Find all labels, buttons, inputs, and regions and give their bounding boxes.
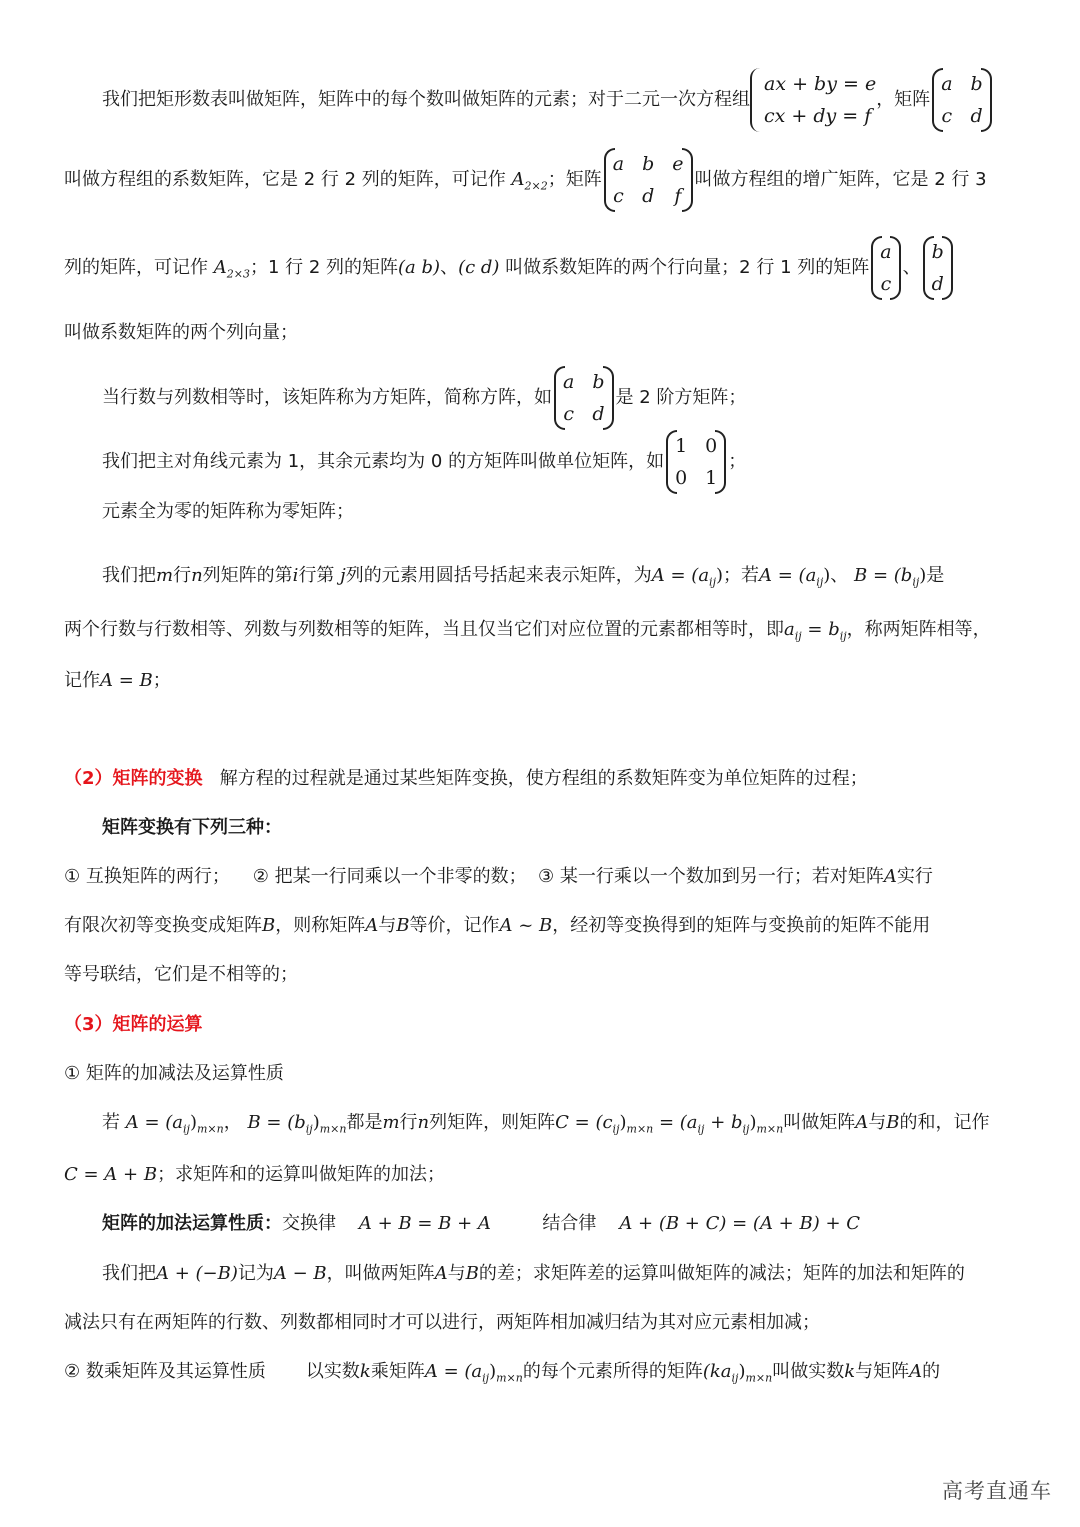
para-equal-line1: 我们把m行n列矩阵的第i行第 j列的元素用圆括号括起来表示矩阵，为$A = (a_{ij})$；若$A = (a_{ij})$、 $B = (b_{ij})$是	[102, 565, 945, 589]
matrix-col-vector-2: b d	[923, 236, 953, 300]
section-3-title: （3）矩阵的运算	[64, 1014, 203, 1035]
para-matrix-def-line3: 列的矩阵，可记作 $A_{2\times 3}$；1 行 2 列的矩阵(a b)、(c d) 叫做系数矩阵的两个行向量；2 行 1 列的矩阵 a c 、 b d	[0, 236, 1080, 300]
section-2-line3: 等号联结，它们是不相等的；	[64, 964, 298, 985]
para-zero-matrix: 元素全为零的矩阵称为零矩阵；	[102, 501, 354, 522]
section-2-heading: （2）矩阵的变换 解方程的过程就是通过某些矩阵变换，使方程组的系数矩阵变为单位矩阵的过程；	[64, 768, 868, 789]
watermark: 高考直通车	[942, 1479, 1052, 1503]
section-3-add-line1: 若 $A = (a_{ij})_{m\times n}$， $B = (b_{ij})_{m\times n}$都是m行n列矩阵，则矩阵$C = (c_{ij})_{m\times n} = (a_{ij} + b_{ij})_{m\times n}$叫做矩阵A与B的和，记作	[102, 1112, 990, 1136]
section-3-sub-line1: 我们把A + (−B)记为A − B，叫做两矩阵A与B的差；求矩阵差的运算叫做矩阵的减法；矩阵的加法和矩阵的	[102, 1263, 965, 1284]
para-square-matrix: 当行数与列数相等时，该矩阵称为方矩阵，简称方阵，如 a b c d 是 2 阶方矩阵；	[0, 366, 1080, 430]
para-matrix-def-line2: 叫做方程组的系数矩阵，它是 2 行 2 列的矩阵，可记作 $A_{2\times 2}$；矩阵 a b e c d f 叫做方程组的增广矩阵，它是 2 行 3	[0, 148, 1080, 212]
matrix-col-vector-1: a c	[871, 236, 900, 300]
section-3-sub1: ① 矩阵的加减法及运算性质	[64, 1063, 284, 1084]
para-matrix-def-line4: 叫做系数矩阵的两个列向量；	[64, 322, 298, 343]
section-3-scalar-line: ② 数乘矩阵及其运算性质 以实数k乘矩阵$A = (a_{ij})_{m\times n}$的每个元素所得的矩阵$(ka_{ij})_{m\times n}$叫做实数k与矩阵A的	[64, 1361, 941, 1385]
section-3-add-line2: C = A + B；求矩阵和的运算叫做矩阵的加法；	[64, 1164, 446, 1185]
para-identity-matrix: 我们把主对角线元素为 1，其余元素均为 0 的方矩阵叫做单位矩阵，如 1 0 0 1 ；	[0, 430, 1080, 494]
section-3-properties: 矩阵的加法运算性质：交换律 A + B = B + A 结合律 A + (B + C) = (A + B) + C	[102, 1213, 861, 1234]
matrix-coefficient: a b c d	[932, 68, 992, 132]
matrix-square: a b c d	[554, 366, 614, 430]
section-2-line2: 有限次初等变换变成矩阵B，则称矩阵A与B等价，记作A ~ B，经初等变换得到的矩阵与变换前的矩阵不能用	[64, 915, 931, 936]
para-equal-line3: 记作A = B；	[64, 670, 171, 691]
section-2-subheading: 矩阵变换有下列三种：	[102, 817, 282, 838]
section-3-heading	[0, 1010, 1080, 1040]
matrix-identity: 1 0 0 1	[666, 430, 726, 494]
section-2-title: （2）矩阵的变换	[64, 768, 203, 789]
section-2-line1: ① 互换矩阵的两行； ② 把某一行同乘以一个非零的数； ③ 某一行乘以一个数加到另一行；若对矩阵A实行	[64, 866, 933, 887]
section-3-sub-line2: 减法只有在两矩阵的行数、列数都相同时才可以进行，两矩阵相加减归结为其对应元素相加减；	[64, 1312, 820, 1333]
matrix-augmented: a b e c d f	[604, 148, 693, 212]
para-equal-line2: 两个行数与行数相等、列数与列数相等的矩阵，当且仅当它们对应位置的元素都相等时，即$a_{ij} = b_{ij}$，称两矩阵相等，	[64, 619, 991, 643]
equation-system: ax + by = e cx + dy = f	[750, 68, 876, 132]
para-matrix-def-line1: 我们把矩形数表叫做矩阵，矩阵中的每个数叫做矩阵的元素；对于二元一次方程组 ax + by = e cx + dy = f ，矩阵 a b c d	[0, 68, 1080, 132]
